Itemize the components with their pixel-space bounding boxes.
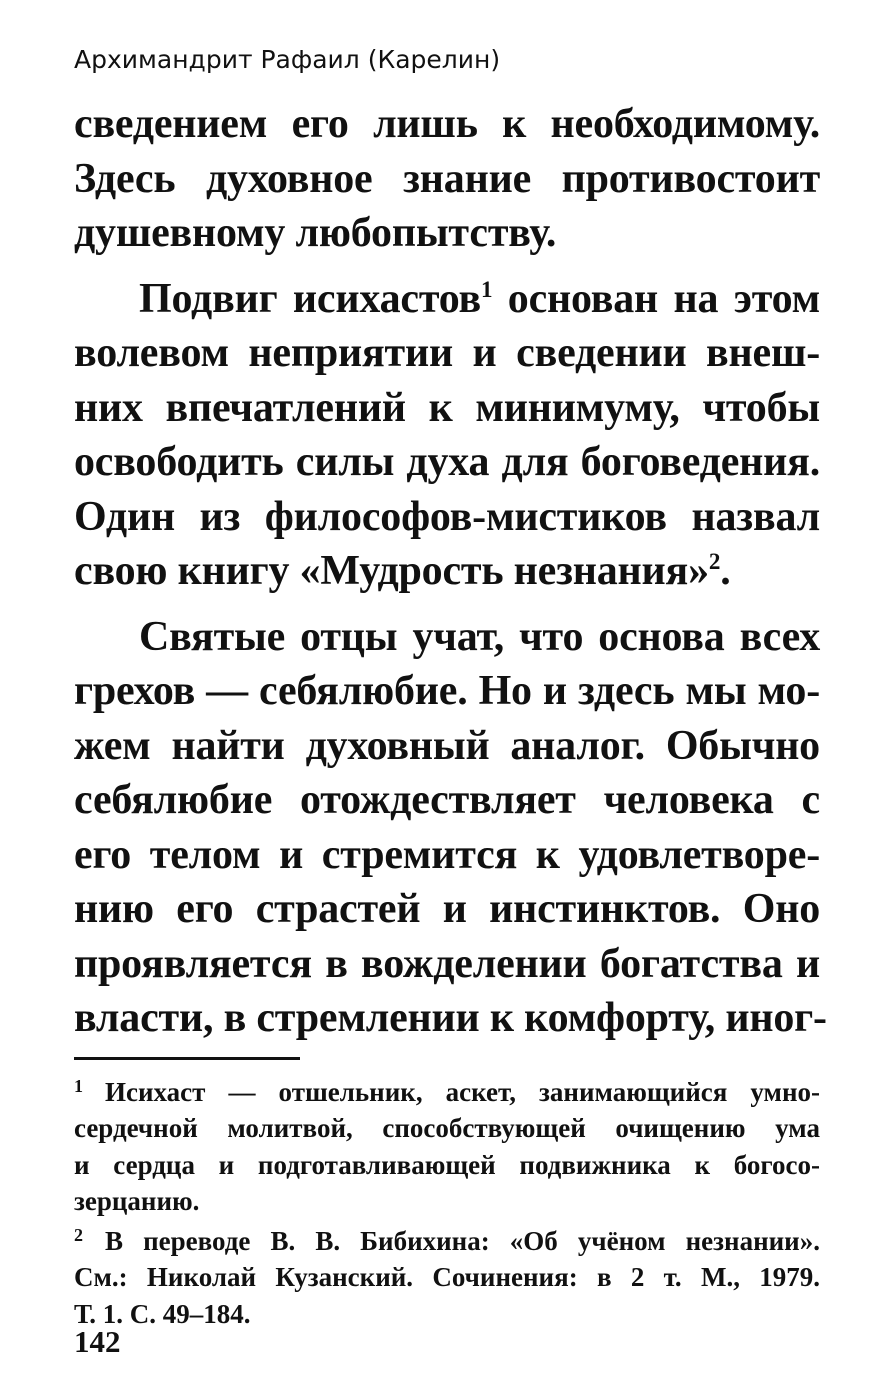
text-line: сведением его лишь к необходимому. [74, 101, 820, 147]
text-line [74, 544, 820, 599]
text-line: себялюбие отождествляет человека с [74, 777, 820, 823]
text-line: Здесь духовное знание противостоит [74, 155, 820, 202]
paragraph-3 [74, 610, 827, 1046]
footnote-line: и сердца и подготавливающей подвижника к богосо- [74, 1149, 820, 1180]
text-line: грехов — себялюбие. Но и здесь мы мо- [74, 668, 820, 714]
footnote-text: В переводе В. В. Бибихина: «Об учёном незнании». [105, 1225, 820, 1256]
footnote-line [74, 1074, 820, 1111]
footnote-separator [74, 1057, 300, 1060]
footnote-mark: 2 [74, 1224, 83, 1245]
footnote-2 [74, 1223, 820, 1333]
main-text [74, 97, 827, 1046]
text-line: душевному любопытству. [74, 210, 557, 256]
text-line: волевом неприятии и сведении внеш- [74, 330, 820, 376]
footnotes [74, 1074, 820, 1333]
text-line: нию его страстей и инстинктов. Оно [74, 886, 820, 932]
line-text: . [720, 548, 731, 594]
footnote-line [74, 1223, 820, 1260]
text-line: проявляется в вожделении богатства и [74, 940, 820, 987]
line-text: основан на этом [492, 275, 820, 322]
footnote-line: См.: Николай Кузанский. Сочинения: в 2 т. М., 1979. [74, 1262, 820, 1292]
footnote-ref-2[interactable]: 2 [708, 548, 721, 574]
book-page [74, 40, 827, 1335]
paragraph-2 [74, 272, 820, 599]
running-head: Архимандрит Рафаил (Карелин) [74, 45, 501, 74]
footnote-line: зерцанию. [74, 1186, 200, 1216]
text-line: Святые отцы учат, что основа всех [139, 613, 820, 660]
text-line: освободить силы духа для боговедения. [74, 439, 820, 485]
page-number: 142 [74, 1324, 121, 1359]
footnote-text: Исихаст — отшельник, аскет, занимающийся умно- [105, 1076, 820, 1107]
text-line: власти, в стремлении к комфорту, иног- [74, 995, 827, 1041]
text-line [74, 272, 820, 327]
text-line: них впечатлений к минимуму, чтобы [74, 384, 820, 431]
text-line: жем найти духовный аналог. Обычно [74, 722, 820, 769]
footnote-line: сердечной молитвой, способствующей очищению ума [74, 1113, 820, 1143]
text-line: Один из философов-мистиков назвал [74, 493, 820, 540]
footnote-mark: 1 [74, 1075, 83, 1096]
paragraph-1 [74, 97, 820, 261]
line-text: Подвиг исихастов [139, 275, 481, 322]
line-text: свою книгу «Мудрость незнания» [74, 548, 709, 594]
footnote-1 [74, 1074, 820, 1220]
footnote-ref-1[interactable]: 1 [480, 275, 493, 302]
text-line: его телом и стремится к удовлетворе- [74, 831, 820, 878]
footnote-line: Т. 1. С. 49–184. [74, 1298, 251, 1329]
